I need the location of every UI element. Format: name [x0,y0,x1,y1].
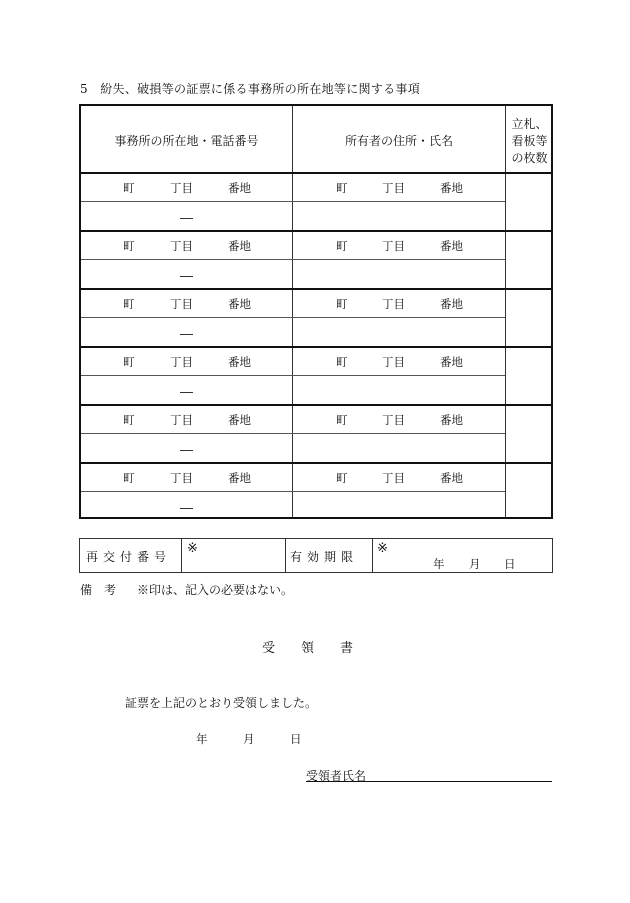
town-label: 町 [336,413,348,427]
owner-address-cell[interactable] [293,348,505,376]
chome-label: 丁目 [170,471,193,485]
header-office: 事務所の所在地・電話番号 [114,134,259,148]
validity-year: 年 [433,557,445,571]
column-divider [505,106,506,517]
chome-label: 丁目 [170,239,193,253]
town-label: 町 [123,239,135,253]
banchi-label: 番地 [228,471,251,485]
office-address-cell[interactable] [81,348,292,376]
recipient-signature-line[interactable] [306,781,552,782]
receipt-body: 証票を上記のとおり受領しました。 [125,696,318,710]
office-address-cell[interactable] [81,290,292,318]
remarks-text: ※印は、記入の必要はない。 [137,583,294,597]
owner-address-cell[interactable] [293,464,505,492]
validity-mark: ※ [377,541,388,556]
phone-dash [180,276,193,277]
office-address-cell[interactable] [81,174,292,202]
chome-label: 丁目 [170,355,193,369]
owner-address-cell[interactable] [293,406,505,434]
chome-label: 丁目 [382,471,405,485]
town-label: 町 [123,471,135,485]
banchi-label: 番地 [228,413,251,427]
receipt-title: 受 領 書 [262,641,354,656]
validity-label: 有効期限 [290,550,359,564]
lost-certificate-table [79,104,553,519]
reissue-number-label: 再交付番号 [86,550,172,564]
header-count [506,116,553,167]
town-label: 町 [336,355,348,369]
chome-label: 丁目 [382,181,405,195]
owner-address-cell[interactable] [293,232,505,260]
phone-dash [180,508,193,509]
chome-label: 丁目 [170,413,193,427]
header-owner: 所有者の住所・氏名 [344,134,453,148]
remarks-label: 備 考 [80,583,117,597]
reissue-number-mark: ※ [187,541,198,556]
office-address-cell[interactable] [81,232,292,260]
town-label: 町 [123,181,135,195]
reissue-divider [285,539,286,572]
header-count-line2: 看板等 [511,134,548,148]
reissue-number-field[interactable] [182,539,284,572]
town-label: 町 [336,297,348,311]
town-label: 町 [336,181,348,195]
town-label: 町 [123,297,135,311]
banchi-label: 番地 [440,297,463,311]
chome-label: 丁目 [170,181,193,195]
phone-dash [180,334,193,335]
chome-label: 丁目 [382,239,405,253]
banchi-label: 番地 [228,181,251,195]
banchi-label: 番地 [440,239,463,253]
town-label: 町 [123,413,135,427]
owner-address-cell[interactable] [293,290,505,318]
banchi-label: 番地 [228,355,251,369]
header-count-line1: 立札、 [511,117,548,131]
banchi-label: 番地 [440,181,463,195]
validity-field[interactable] [373,539,552,572]
town-label: 町 [336,239,348,253]
banchi-label: 番地 [440,355,463,369]
validity-day: 日 [504,557,516,571]
owner-address-cell[interactable] [293,174,505,202]
chome-label: 丁目 [170,297,193,311]
town-label: 町 [336,471,348,485]
banchi-label: 番地 [228,239,251,253]
section-title: 5 紛失、破損等の証票に係る事務所の所在地等に関する事項 [80,82,421,96]
chome-label: 丁目 [382,355,405,369]
banchi-label: 番地 [228,297,251,311]
chome-label: 丁目 [382,413,405,427]
banchi-label: 番地 [440,471,463,485]
validity-month: 月 [469,557,481,571]
receipt-month: 月 [243,732,255,746]
receipt-day: 日 [290,732,302,746]
phone-dash [180,450,193,451]
office-address-cell[interactable] [81,406,292,434]
recipient-label: 受領者氏名 [306,769,367,783]
phone-dash [180,218,193,219]
town-label: 町 [123,355,135,369]
phone-dash [180,392,193,393]
chome-label: 丁目 [382,297,405,311]
banchi-label: 番地 [440,413,463,427]
receipt-year: 年 [196,732,208,746]
header-count-line3: の枚数 [511,151,548,165]
office-address-cell[interactable] [81,464,292,492]
reissue-table [79,538,553,573]
